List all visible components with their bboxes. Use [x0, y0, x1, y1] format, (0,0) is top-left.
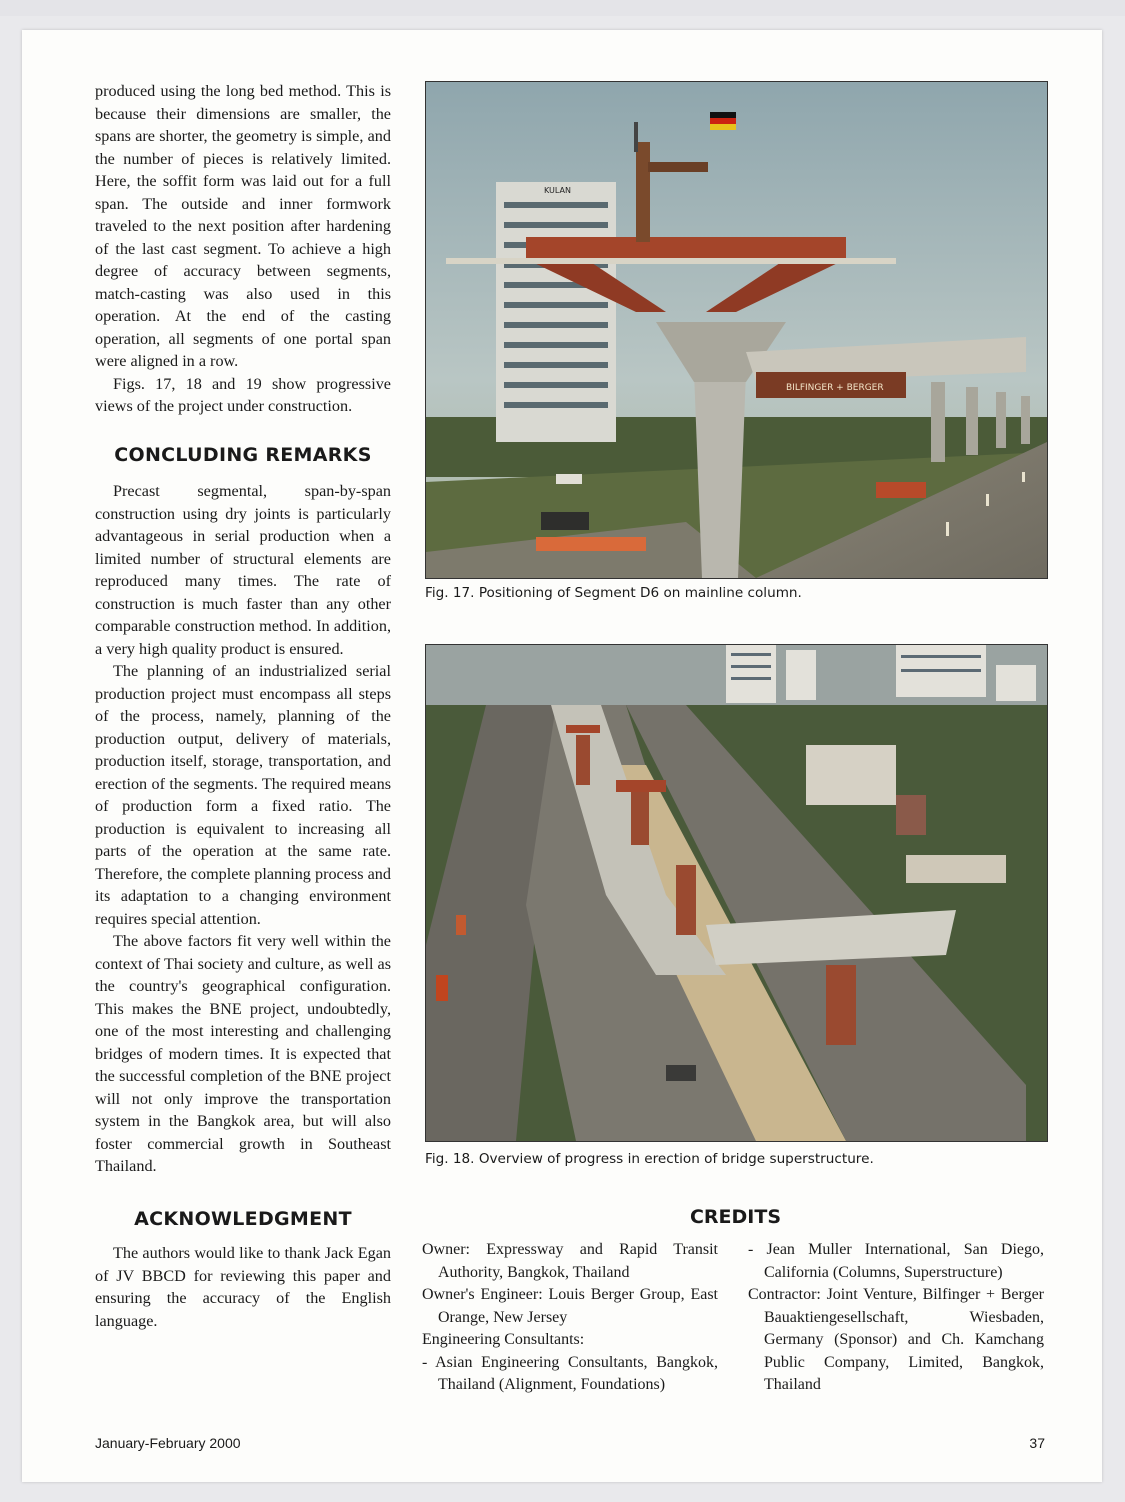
figure-17-photo [425, 81, 1048, 579]
figure-18-caption: Fig. 18. Overview of progress in erection of bridge superstructure. [425, 1151, 874, 1167]
figure-17-caption: Fig. 17. Positioning of Segment D6 on mainline column. [425, 585, 802, 601]
concluding-paragraph-3: The above factors fit very well within the context of Thai society and culture, as well as the country's geographical configuration. This makes the BNE project, undoubtedly, one of the most interesting and challenging bridges of modern times. It is expected that the successful completion of the BNE project will not only improve the transportation system in the Bangkok area, but will also foster commercial growth in Southeast Thailand. [95, 932, 391, 1175]
credit-engineering-consultants: Engineering Consultants: [422, 1331, 585, 1348]
credit-owner: Owner: Expressway and Rapid Transit Authority, Bangkok, Thailand [422, 1241, 718, 1281]
issue-date: January-February 2000 [95, 1435, 241, 1451]
left-text-column [95, 80, 391, 1332]
girder-label-text: BILFINGER + BERGER [786, 383, 884, 393]
concluding-paragraph-1: Precast segmental, span-by-span construction using dry joints is particularly advantageous in serial production when a limited number of structural elements are reproduced many times. The rate of construction is much faster than any other comparable construction method. In addition, a very high quality product is ensured. [95, 482, 391, 658]
credits-heading: CREDITS [689, 1206, 782, 1228]
credit-owners-engineer: Owner's Engineer: Louis Berger Group, East Orange, New Jersey [422, 1286, 718, 1326]
credit-asian-engineering: - Asian Engineering Consultants, Bangkok, Thailand (Alignment, Foundations) [422, 1353, 718, 1393]
acknowledgment-paragraph: The authors would like to thank Jack Egan of JV BBCD for reviewing this paper and ensuring the accuracy of the English language. [95, 1244, 391, 1330]
acknowledgment-heading: ACKNOWLEDGMENT [134, 1207, 352, 1230]
credit-jean-muller: - Jean Muller International, San Diego, California (Columns, Superstructure) [748, 1241, 1044, 1281]
page-number: 37 [1029, 1435, 1045, 1451]
viewer-top-bar [0, 0, 1125, 16]
concluding-paragraph-2: The planning of an industrialized serial production project must encompass all steps of the process, namely, planning of the production output, delivery of materials, production itself, storage, transportation, and erection of the segments. The required means of production form a fixed ratio. The production is equivalent to increasing all parts of the operation at the same rate. Therefore, the complete planning process and its adaptation to a changing environment requires special attention. [95, 662, 391, 928]
credits-right-column [748, 1239, 1044, 1397]
building-sign-text: KULAN [544, 186, 571, 195]
credits-left-column [422, 1239, 718, 1397]
paragraph-figs-reference: Figs. 17, 18 and 19 show progressive views of the project under construction. [95, 374, 391, 415]
journal-page [22, 30, 1102, 1482]
paragraph-long-bed: produced using the long bed method. This is because their dimensions are smaller, the spans are shorter, the geometry is simple, and the number of pieces is relatively limited. Here, the soffit form was laid out for a full span. The outside and inner formwork traveled to the next position after hardening of the last cast segment. To achieve a high degree of accuracy between segments, match-casting was also used in this operation. At the end of the casting operation, all segments of one portal span were aligned in a row. [95, 82, 391, 370]
figure-18-photo [425, 644, 1048, 1142]
credit-contractor: Contractor: Joint Venture, Bilfinger + Berger Bauaktiengesellschaft, Wiesbaden, Germany (Sponsor) and Ch. Kamchang Public Company, Limited, Bangkok, Thailand [748, 1286, 1044, 1393]
concluding-remarks-heading: CONCLUDING REMARKS [114, 443, 372, 466]
